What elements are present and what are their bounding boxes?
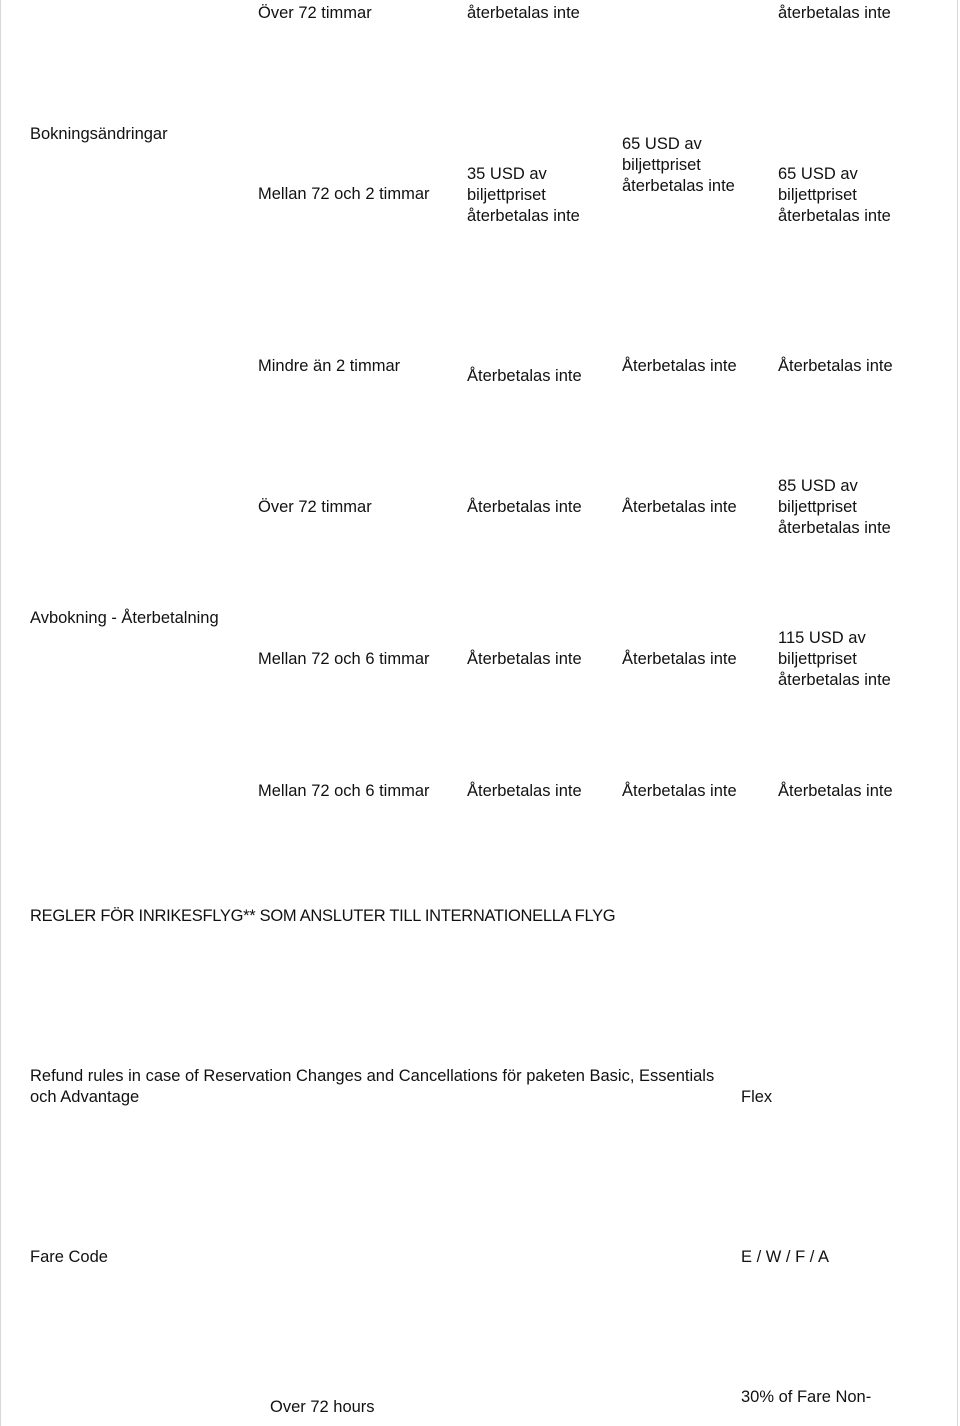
section-title-bookings: Bokningsändringar xyxy=(30,125,168,143)
time-cell: Mellan 72 och 6 timmar xyxy=(258,782,430,800)
fee-cell: Återbetalas inte xyxy=(622,357,737,375)
fare-code-value: E / W / F / A xyxy=(741,1248,830,1266)
fare-code-label: Fare Code xyxy=(30,1248,108,1266)
time-cell: Mellan 72 och 2 timmar xyxy=(258,185,430,203)
fee-cell: 65 USD av biljettpriset återbetalas inte xyxy=(622,135,735,195)
page-right-border xyxy=(957,0,958,1426)
flex-column-header: Flex xyxy=(741,1088,773,1106)
fee-cell: 30% of Fare Non- xyxy=(741,1388,872,1406)
time-cell: Mellan 72 och 6 timmar xyxy=(258,650,430,668)
fee-cell: 35 USD av biljettpriset återbetalas inte xyxy=(467,165,580,225)
time-cell: Over 72 hours xyxy=(270,1398,375,1416)
fee-cell: Återbetalas inte xyxy=(622,782,737,800)
fee-cell: Återbetalas inte xyxy=(778,782,893,800)
fee-cell: 115 USD av biljettpriset återbetalas inte xyxy=(778,629,891,689)
fee-cell: 85 USD av biljettpriset återbetalas inte xyxy=(778,477,891,537)
fee-cell: Återbetalas inte xyxy=(622,498,737,516)
page-left-border xyxy=(0,0,1,1426)
refund-rules-heading: Refund rules in case of Reservation Changes and Cancellations för paketen Basic, Essentials och Advantage xyxy=(30,1067,715,1106)
time-cell: Över 72 timmar xyxy=(258,498,372,516)
section-title-cancellation: Avbokning - Återbetalning xyxy=(30,609,219,627)
fee-cell: 65 USD av biljettpriset återbetalas inte xyxy=(778,165,891,225)
fee-cell: återbetalas inte xyxy=(778,4,891,22)
fee-cell: Återbetalas inte xyxy=(467,782,582,800)
domestic-flights-heading: REGLER FÖR INRIKESFLYG** SOM ANSLUTER TILL INTERNATIONELLA FLYG xyxy=(30,907,616,925)
fee-cell: Återbetalas inte xyxy=(467,650,582,668)
fee-cell: Återbetalas inte xyxy=(778,357,893,375)
fee-cell: Återbetalas inte xyxy=(467,367,582,385)
time-cell: Mindre än 2 timmar xyxy=(258,357,401,375)
fee-cell: Återbetalas inte xyxy=(622,650,737,668)
fee-cell: återbetalas inte xyxy=(467,4,580,22)
time-cell: Över 72 timmar xyxy=(258,4,372,22)
fee-cell: Återbetalas inte xyxy=(467,498,582,516)
